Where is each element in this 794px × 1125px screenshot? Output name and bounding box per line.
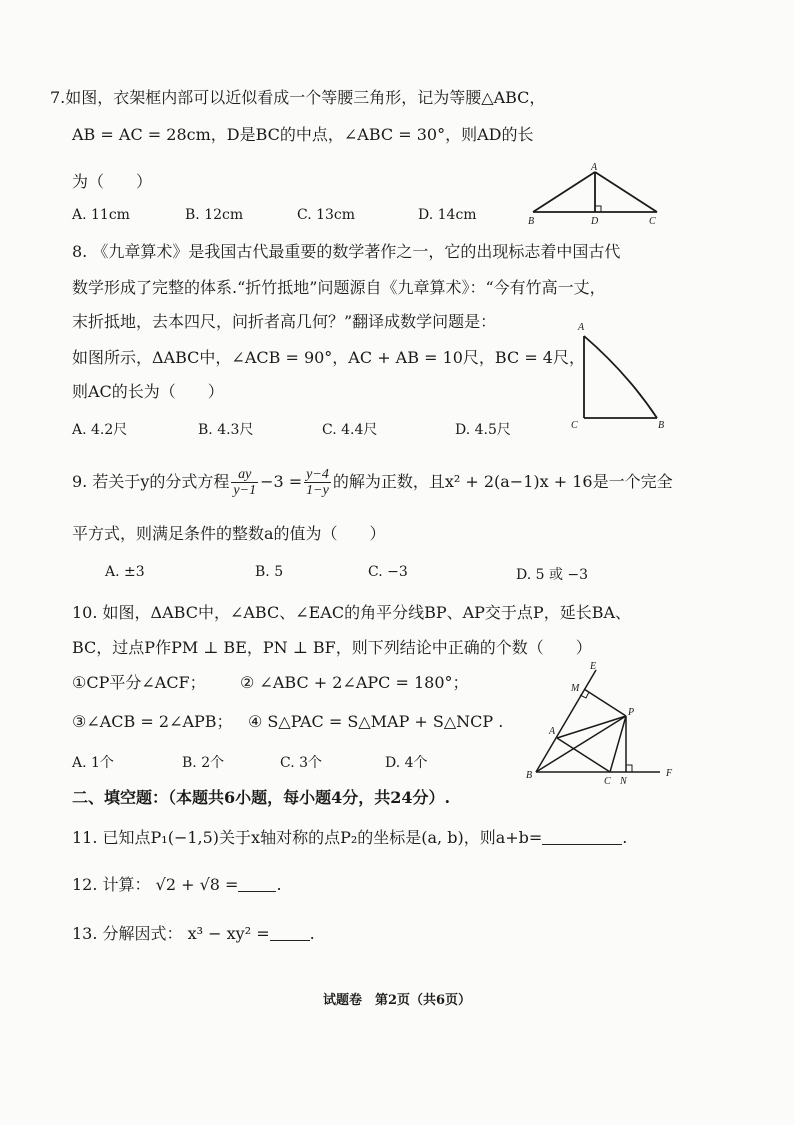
q10-option-d: D. 4个 bbox=[385, 755, 428, 771]
q13-end: . bbox=[309, 924, 315, 943]
q7-label-d: D bbox=[591, 216, 599, 227]
q8-label-a: A bbox=[578, 322, 585, 333]
q13 bbox=[72, 924, 315, 944]
q10-label-a: A bbox=[549, 726, 556, 737]
q7-line-3: 为（ ） bbox=[72, 172, 153, 191]
q10-option-a: A. 1个 bbox=[72, 755, 114, 771]
q10-statement-3: ③∠ACB = 2∠APB； bbox=[72, 712, 233, 731]
q8-line-4: 如图所示，ΔABC中，∠ACB = 90°，AC + AB = 10尺，BC = 4尺， bbox=[72, 348, 585, 367]
q9-line-2: 平方式，则满足条件的整数a的值为（ ） bbox=[72, 524, 386, 543]
q7-option-b: B. 12cm bbox=[185, 207, 244, 223]
q10-label-b: B bbox=[526, 770, 533, 781]
q10-statement-2: ② ∠ABC + 2∠APC = 180°； bbox=[240, 673, 469, 692]
page-footer: 试题卷 第2页（共6页） bbox=[322, 993, 472, 1008]
q10-angle-bisector-figure bbox=[520, 660, 690, 795]
q8-line-5: 则AC的长为（ ） bbox=[72, 382, 224, 401]
q11-text: 11. 已知点P₁(−1,5)关于x轴对称的点P₂的坐标是(a, b)，则a+b= bbox=[72, 828, 543, 847]
q9-mid: −3 = bbox=[260, 472, 303, 491]
q10-label-n: N bbox=[620, 776, 627, 787]
q10-label-f: F bbox=[666, 768, 673, 779]
q8-right-triangle-figure bbox=[565, 318, 675, 438]
q7-isosceles-triangle-figure bbox=[525, 160, 665, 230]
q10-statement-4: ④ S△PAC = S△MAP + S△NCP . bbox=[248, 712, 504, 731]
q10-option-c: C. 3个 bbox=[280, 755, 323, 771]
q9-option-b: B. 5 bbox=[255, 564, 284, 580]
q8-option-b: B. 4.3尺 bbox=[198, 422, 254, 438]
q10-line-1: 10. 如图，ΔABC中，∠ABC、∠EAC的角平分线BP、AP交于点P，延长BA、 bbox=[72, 603, 632, 622]
q7-line-1: 7.如图，衣架框内部可以近似看成一个等腰三角形，记为等腰△ABC， bbox=[50, 88, 546, 107]
q9-fraction-left bbox=[231, 467, 258, 498]
q9-option-c: C. −3 bbox=[368, 564, 408, 580]
q9-prefix: 9. 若关于y的分式方程 bbox=[72, 472, 230, 491]
q13-answer-blank[interactable] bbox=[270, 924, 310, 941]
q7-line-2: AB = AC = 28cm，D是BC的中点，∠ABC = 30°，则AD的长 bbox=[72, 125, 534, 144]
q11-end: . bbox=[622, 828, 628, 847]
q8-label-c: C bbox=[571, 420, 578, 431]
q10-label-p: P bbox=[628, 707, 635, 718]
q7-label-c: C bbox=[649, 216, 656, 227]
q7-option-d: D. 14cm bbox=[418, 207, 477, 223]
q11 bbox=[72, 828, 627, 848]
q9-suffix: 的解为正数，且x² + 2(a−1)x + 16是一个完全 bbox=[332, 472, 673, 491]
q12 bbox=[72, 875, 282, 895]
q8-option-a: A. 4.2尺 bbox=[72, 422, 128, 438]
q10-line-2: BC，过点P作PM ⊥ BE，PN ⊥ BF，则下列结论中正确的个数（ ） bbox=[72, 638, 592, 657]
q8-line-1: 8. 《九章算术》是我国古代最重要的数学著作之一，它的出现标志着中国古代 bbox=[72, 242, 621, 261]
q10-option-b: B. 2个 bbox=[182, 755, 225, 771]
q10-label-e: E bbox=[590, 661, 597, 672]
section-2-title: 二、填空题：（本题共6小题，每小题4分，共24分）. bbox=[72, 788, 451, 807]
q8-option-c: C. 4.4尺 bbox=[322, 422, 378, 438]
q9-option-a: A. ±3 bbox=[105, 564, 145, 580]
q9-fraction-right bbox=[304, 467, 331, 498]
q7-option-c: C. 13cm bbox=[297, 207, 356, 223]
q9-fraction-right-denominator: 1−y bbox=[306, 483, 329, 498]
q12-end: . bbox=[276, 875, 282, 894]
q11-answer-blank[interactable] bbox=[542, 828, 622, 845]
q9-line-1 bbox=[72, 466, 673, 498]
q9-fraction-right-numerator: y−4 bbox=[306, 467, 329, 482]
q10-label-c: C bbox=[604, 776, 611, 787]
q12-answer-blank[interactable] bbox=[238, 875, 276, 892]
q7-label-b: B bbox=[528, 216, 535, 227]
q8-line-3: 末折抵地，去本四尺，问折者高几何？”翻译成数学问题是： bbox=[72, 312, 497, 331]
q10-statement-1: ①CP平分∠ACF； bbox=[72, 673, 206, 692]
q10-label-m: M bbox=[571, 683, 580, 694]
q12-text: 12. 计算： √2 + √8 = bbox=[72, 875, 239, 894]
q8-label-b: B bbox=[658, 420, 665, 431]
q7-option-a: A. 11cm bbox=[72, 207, 130, 223]
q8-line-2: 数学形成了完整的体系.“折竹抵地”问题源自《九章算术》：“今有竹高一丈， bbox=[72, 278, 606, 297]
q7-label-a: A bbox=[591, 162, 598, 173]
q9-fraction-left-numerator: ay bbox=[231, 467, 258, 483]
q8-option-d: D. 4.5尺 bbox=[455, 422, 511, 438]
q13-text: 13. 分解因式： x³ − xy² = bbox=[72, 924, 270, 943]
q9-fraction-left-denominator: y−1 bbox=[233, 483, 257, 498]
q9-option-d: D. 5 或 −3 bbox=[516, 567, 589, 583]
